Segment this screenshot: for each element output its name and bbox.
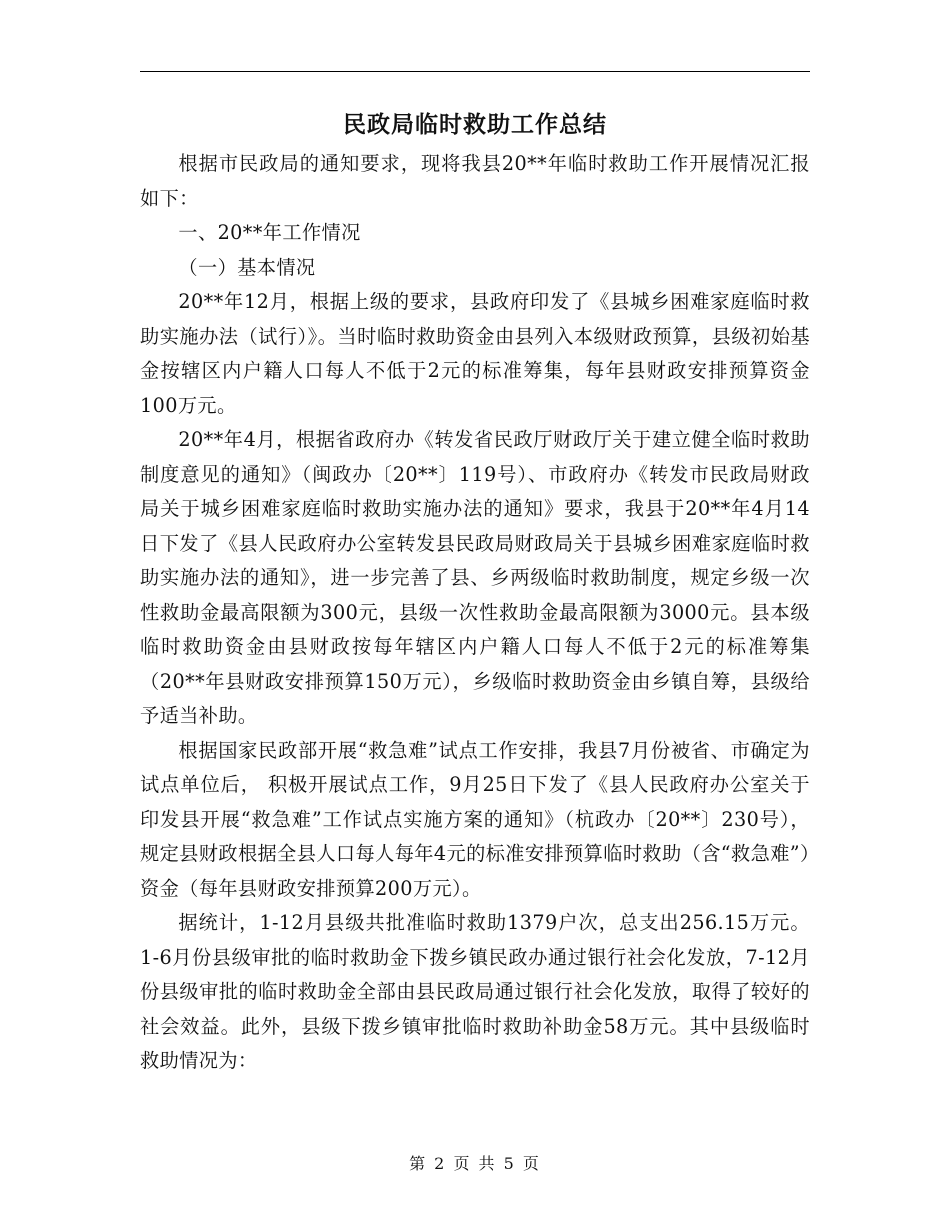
paragraph-pilot-work: 根据国家民政部开展“救急难”试点工作安排，我县7月份被省、市确定为试点单位后， 积极开展试点工作，9月25日下发了《县人民政府办公室关于印发县开展“救急难”工作试点实施方案的通知》（杭政办〔20**〕230号），规定县财政根据全县人口每人每年4元的标准安排预算临时救助（含“救急难”）资金（每年县财政安排预算200万元）。 [140,738,810,900]
header-rule [140,71,810,72]
page-footer: 第 2 页 共 5 页 [409,1154,541,1173]
subsection-heading: （一）基本情况 [178,255,316,279]
document-body [140,147,810,1079]
document-title: 民政局临时救助工作总结 [343,112,607,138]
paragraph-statistics: 据统计，1-12月县级共批准临时救助1379户次，总支出256.15万元。1-6月份县级审批的临时救助金下拨乡镇民政办通过银行社会化发放，7-12月份县级审批的临时救助金全部由县民政局通过银行社会化发放，取得了较好的社会效益。此外，县级下拨乡镇审批临时救助补助金58万元。其中县级临时救助情况为： [140,911,810,1072]
section-heading: 一、20**年工作情况 [178,221,361,244]
paragraph-policy-april: 20**年4月，根据省政府办《转发省民政厅财政厅关于建立健全临时救助制度意见的通知》（闽政办〔20**〕119号）、市政府办《转发市民政局财政局关于城乡困难家庭临时救助实施办法的通知》要求，我县于20**年4月14日下发了《县人民政府办公室转发县民政局财政局关于县城乡困难家庭临时救助实施办法的通知》，进一步完善了县、乡两级临时救助制度，规定乡级一次性救助金最高限额为300元，县级一次性救助金最高限额为3000元。县本级临时救助资金由县财政按每年辖区内户籍人口每人不低于2元的标准筹集（20**年县财政安排预算150万元），乡级临时救助资金由乡镇自筹，县级给予适当补助。 [140,428,810,727]
paragraph-intro: 根据市民政局的通知要求，现将我县20**年临时救助工作开展情况汇报如下： [140,152,810,210]
paragraph-policy-2013: 20**年12月，根据上级的要求，县政府印发了《县城乡困难家庭临时救助实施办法（试行）》。当时临时救助资金由县列入本级财政预算，县级初始基金按辖区内户籍人口每人不低于2元的标准筹集，每年县财政安排预算资金100万元。 [140,290,810,417]
